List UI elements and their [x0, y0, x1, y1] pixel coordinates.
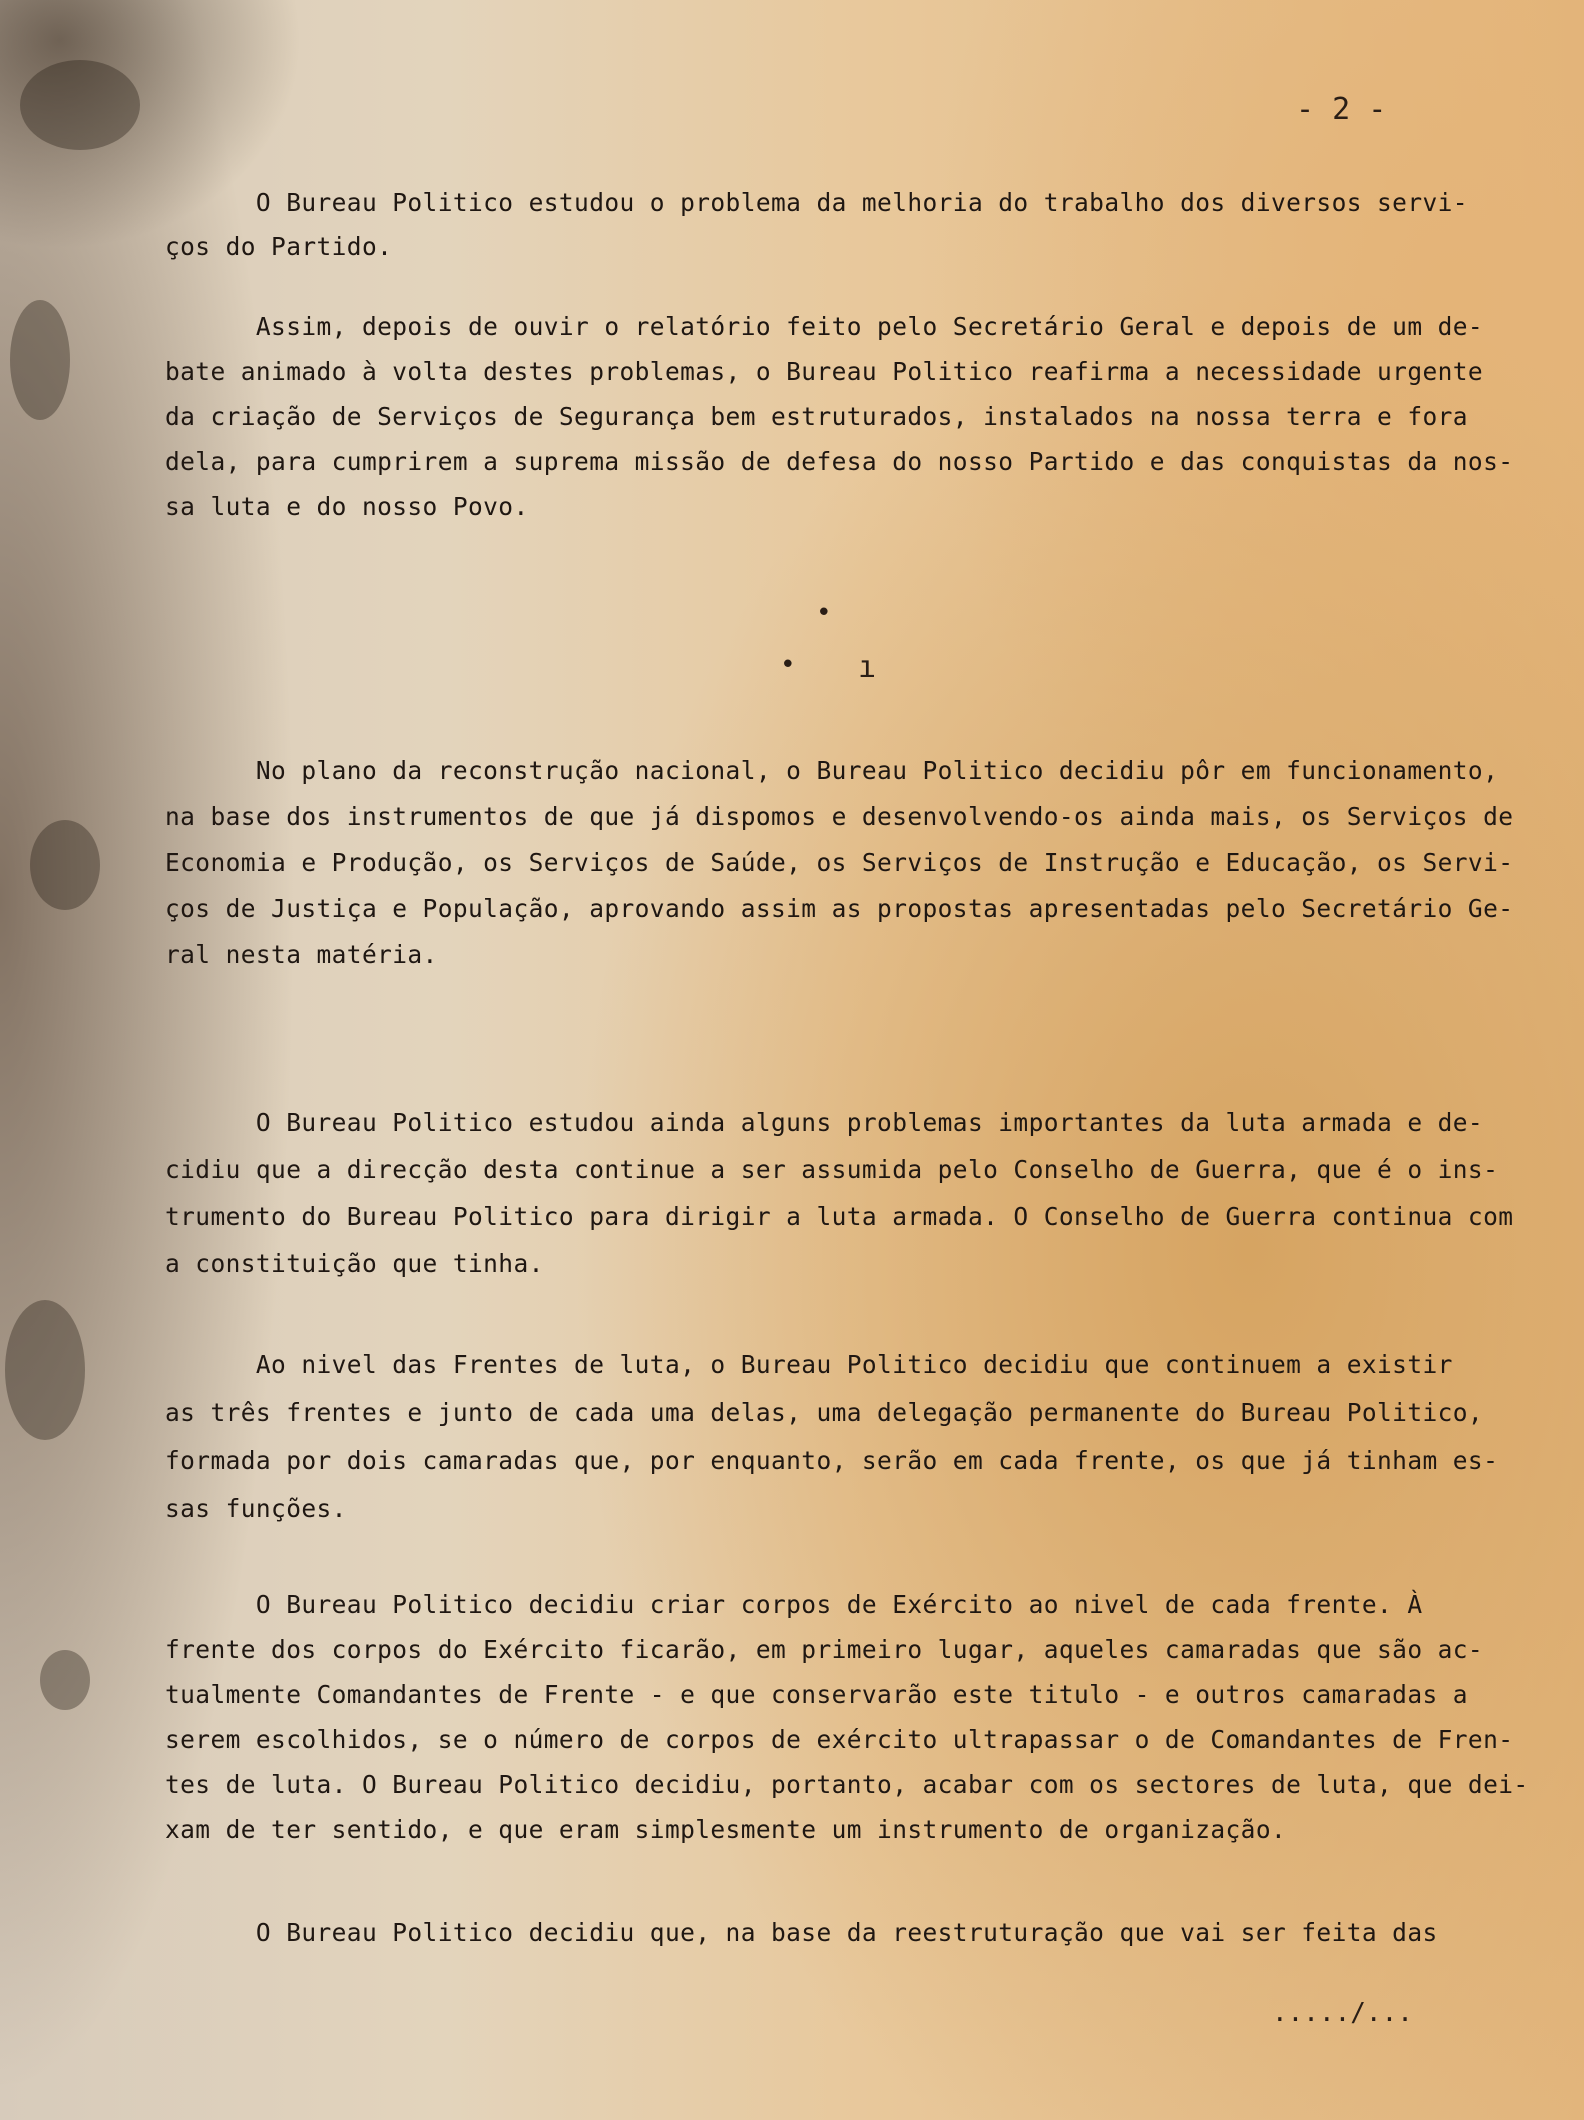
text-line: ços de Justiça e População, aprovando assim as propostas apresentadas pelo Secretário Ge-	[165, 894, 1514, 923]
text-line: sa luta e do nosso Povo.	[165, 492, 529, 521]
text-line: Economia e Produção, os Serviços de Saúde, os Serviços de Instrução e Educação, os Servi-	[165, 848, 1514, 877]
page-number: - 2 -	[1296, 92, 1387, 127]
text-line: O Bureau Politico estudou o problema da melhoria do trabalho dos diversos servi-	[165, 188, 1468, 217]
stain	[40, 1650, 90, 1710]
text-line: ços do Partido.	[165, 232, 393, 261]
text-line: tualmente Comandantes de Frente - e que conservarão este titulo - e outros camaradas a	[165, 1680, 1468, 1709]
text-line: Assim, depois de ouvir o relatório feito pelo Secretário Geral e depois de um de-	[165, 312, 1484, 341]
section-mark: •	[816, 598, 832, 628]
text-line: na base dos instrumentos de que já dispomos e desenvolvendo-os ainda mais, os Serviços de	[165, 802, 1514, 831]
stain	[20, 60, 140, 150]
text-line: trumento do Bureau Politico para dirigir a luta armada. O Conselho de Guerra continua com	[165, 1202, 1514, 1231]
text-line: O Bureau Politico estudou ainda alguns problemas importantes da luta armada e de-	[165, 1108, 1484, 1137]
text-line: No plano da reconstrução nacional, o Bureau Politico decidiu pôr em funcionamento,	[165, 756, 1499, 785]
text-line: sas funções.	[165, 1494, 347, 1523]
text-line: serem escolhidos, se o número de corpos de exército ultrapassar o de Comandantes de Fren-	[165, 1725, 1514, 1754]
text-line: bate animado à volta destes problemas, o Bureau Politico reafirma a necessidade urgente	[165, 357, 1484, 386]
text-line: dela, para cumprirem a suprema missão de defesa do nosso Partido e das conquistas da nos-	[165, 447, 1514, 476]
text-line: ral nesta matéria.	[165, 940, 438, 969]
text-line: O Bureau Politico decidiu criar corpos de Exército ao nivel de cada frente. À	[165, 1590, 1423, 1619]
text-line: cidiu que a direcção desta continue a ser assumida pelo Conselho de Guerra, que é o ins-	[165, 1155, 1499, 1184]
text-line: formada por dois camaradas que, por enquanto, serão em cada frente, os que já tinham es-	[165, 1446, 1499, 1475]
text-line: Ao nivel das Frentes de luta, o Bureau Politico decidiu que continuem a existir	[165, 1350, 1453, 1379]
text-line: as três frentes e junto de cada uma delas, uma delegação permanente do Bureau Politico,	[165, 1398, 1484, 1427]
stain	[10, 300, 70, 420]
section-mark: •	[780, 650, 796, 680]
section-mark: ı	[858, 650, 877, 685]
continuation-mark: ...../...	[1272, 1998, 1413, 2028]
text-line: frente dos corpos do Exército ficarão, em primeiro lugar, aqueles camaradas que são ac-	[165, 1635, 1484, 1664]
stain	[30, 820, 100, 910]
text-line: O Bureau Politico decidiu que, na base da reestruturação que vai ser feita das	[165, 1918, 1438, 1947]
text-line: tes de luta. O Bureau Politico decidiu, portanto, acabar com os sectores de luta, que dei-	[165, 1770, 1529, 1799]
text-line: a constituição que tinha.	[165, 1249, 544, 1278]
text-line: xam de ter sentido, e que eram simplesmente um instrumento de organização.	[165, 1815, 1287, 1844]
stain	[5, 1300, 85, 1440]
text-line: da criação de Serviços de Segurança bem estruturados, instalados na nossa terra e fora	[165, 402, 1468, 431]
